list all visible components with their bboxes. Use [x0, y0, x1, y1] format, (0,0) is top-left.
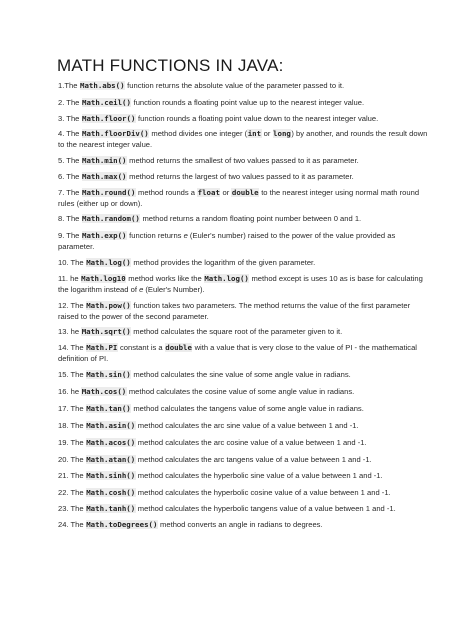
- list-item: 1.The Math.abs() function returns the absolute value of the parameter passed to it.: [58, 81, 345, 90]
- list-item: 15. The Math.sin() method calculates the sine value of some angle value in radians.: [58, 370, 351, 379]
- list-item: 11. he Math.log10 method works like the Math.log() method except is uses 10 as is base for calculating the logarithm instead of e (Euler's Number).: [58, 274, 423, 294]
- page-title: MATH FUNCTIONS IN JAVA:: [57, 56, 284, 75]
- list-item: 19. The Math.acos() method calculates the arc cosine value of a value between 1 and -1.: [58, 438, 367, 447]
- list-item: 21. The Math.sinh() method calculates the hyperbolic sine value of a value between 1 and -1.: [58, 471, 383, 480]
- list-item: 5. The Math.min() method returns the smallest of two values passed to it as parameter.: [58, 156, 359, 165]
- list-item: 23. The Math.tanh() method calculates the hyperbolic tangens value of a value between 1 and -1.: [58, 504, 396, 513]
- list-item: 16. he Math.cos() method calculates the cosine value of some angle value in radians.: [58, 387, 355, 396]
- list-item: 2. The Math.ceil() function rounds a floating point value up to the nearest integer value.: [58, 98, 365, 107]
- list-item: 14. The Math.PI constant is a double with a value that is very close to the value of PI - the mathematical definition of PI.: [58, 343, 417, 363]
- list-item: 18. The Math.asin() method calculates the arc sine value of a value between 1 and -1.: [58, 421, 359, 430]
- list-item: 9. The Math.exp() function returns e (Euler's number) raised to the power of the value provided as parameter.: [58, 231, 396, 251]
- list-item: 20. The Math.atan() method calculates the arc tangens value of a value between 1 and -1.: [58, 455, 372, 464]
- list-item: 4. The Math.floorDiv() method divides one integer (int or long) by another, and rounds the result down to the nearest integer value.: [58, 129, 428, 149]
- list-item: 22. The Math.cosh() method calculates the hyperbolic cosine value of a value between 1 and -1.: [58, 488, 391, 497]
- list-item: 17. The Math.tan() method calculates the tangens value of some angle value in radians.: [58, 404, 364, 413]
- list-item: 10. The Math.log() method provides the logarithm of the given parameter.: [58, 258, 316, 267]
- list-item: 7. The Math.round() method rounds a float or double to the nearest integer using normal math round rules (either up or down).: [58, 188, 420, 208]
- list-item: 24. The Math.toDegrees() method converts an angle in radians to degrees.: [58, 520, 323, 529]
- list-item: 13. he Math.sqrt() method calculates the square root of the parameter given to it.: [58, 327, 343, 336]
- list-item: 12. The Math.pow() function takes two parameters. The method returns the value of the first parameter raised to the power of the second parameter.: [58, 301, 411, 321]
- list-item: 8. The Math.random() method returns a random floating point number between 0 and 1.: [58, 214, 362, 223]
- list-item: 3. The Math.floor() function rounds a floating point value down to the nearest integer value.: [58, 114, 379, 123]
- list-item: 6. The Math.max() method returns the largest of two values passed to it as parameter.: [58, 172, 354, 181]
